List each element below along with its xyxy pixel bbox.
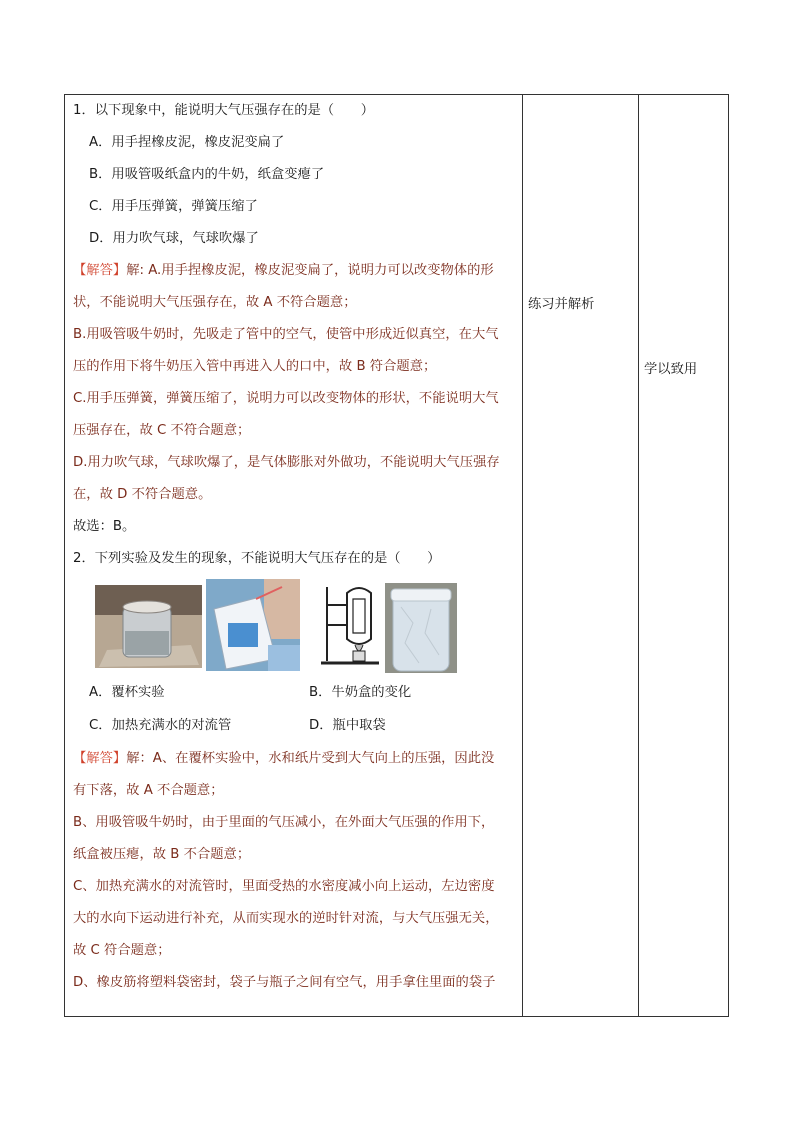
q1-answer-line: 压强存在，故 C 不符合题意；: [73, 423, 251, 438]
q1-answer-line: 【解答】解: A.用手捏橡皮泥，橡皮泥变扁了，说明力可以改变物体的形: [73, 263, 494, 278]
bag-in-bottle-photo: [385, 583, 457, 673]
q2-answer-line: 故 C 符合题意；: [73, 943, 171, 958]
column-divider: [638, 95, 639, 1016]
q2-option-a: A．覆杯实验: [89, 685, 165, 700]
convection-tube-diagram: [319, 583, 382, 669]
q2-answer-line: 纸盒被压瘪，故 B 不合题意；: [73, 847, 251, 862]
overturned-cup-photo: [95, 585, 202, 668]
q1-answer-line: B.用吸管吸牛奶时，先吸走了管中的空气，使管中形成近似真空，在大气: [73, 327, 499, 342]
answer-tag: 【解答】: [73, 263, 127, 278]
q1-option-d: D．用力吹气球，气球吹爆了: [89, 231, 259, 246]
answer-tag: 【解答】: [73, 751, 127, 766]
q2-answer-line: 有下落，故 A 不合题意；: [73, 783, 224, 798]
q1-option-c: C．用手压弹簧，弹簧压缩了: [89, 199, 258, 214]
q2-answer-line: 大的水向下运动进行补充，从而实现水的逆时针对流，与大气压强无关，: [73, 911, 499, 926]
activity-label: 练习并解析: [528, 297, 595, 312]
purpose-label: 学以致用: [644, 362, 698, 377]
lesson-table: [64, 94, 729, 1017]
q1-answer-line: C.用手压弹簧，弹簧压缩了，说明力可以改变物体的形状，不能说明大气: [73, 391, 499, 406]
q2-option-c: C．加热充满水的对流管: [89, 718, 232, 733]
q1-option-a: A．用手捏橡皮泥，橡皮泥变扁了: [89, 135, 285, 150]
q2-stem: 2．下列实验及发生的现象，不能说明大气压存在的是（ ）: [73, 551, 441, 566]
milk-carton-photo: [206, 579, 300, 671]
content-column: [65, 95, 522, 1016]
q2-answer-line: C、加热充满水的对流管时，里面受热的水密度减小向上运动，左边密度: [73, 879, 495, 894]
q2-option-b: B．牛奶盒的变化: [309, 685, 412, 700]
q1-answer-line: 在，故 D 不符合题意。: [73, 487, 212, 502]
q1-answer-line: D.用力吹气球，气球吹爆了，是气体膨胀对外做功，不能说明大气压强存: [73, 455, 500, 470]
q1-choice: 故选：B。: [73, 519, 136, 534]
q1-answer-line: 压的作用下将牛奶压入管中再进入人的口中，故 B 符合题意；: [73, 359, 437, 374]
q1-option-b: B．用吸管吸纸盒内的牛奶，纸盒变瘪了: [89, 167, 325, 182]
q2-answer-line: B、用吸管吸牛奶时，由于里面的气压减小，在外面大气压强的作用下，: [73, 815, 495, 830]
q2-answer-line: 【解答】解：A、在覆杯实验中，水和纸片受到大气向上的压强，因此没: [73, 751, 495, 766]
column-divider: [522, 95, 523, 1016]
q1-answer-line: 状，不能说明大气压强存在，故 A 不符合题意；: [73, 295, 357, 310]
q1-stem: 1．以下现象中，能说明大气压强存在的是（ ）: [73, 103, 374, 118]
q2-option-d: D．瓶中取袋: [309, 718, 386, 733]
q2-answer-line: D、橡皮筋将塑料袋密封，袋子与瓶子之间有空气，用手拿住里面的袋子: [73, 975, 496, 990]
